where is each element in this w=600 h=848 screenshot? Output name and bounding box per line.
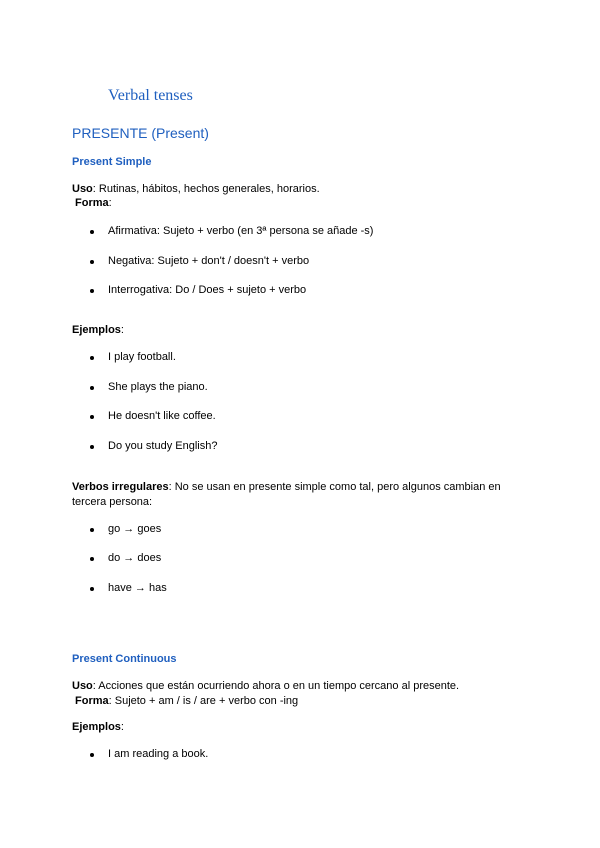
bullet-icon xyxy=(90,260,94,264)
list-item: Do you study English? xyxy=(108,440,218,452)
bullet-icon xyxy=(90,386,94,390)
bullet-icon xyxy=(90,230,94,234)
list-item: have → has xyxy=(108,582,167,594)
bullet-icon xyxy=(90,557,94,561)
bullet-icon xyxy=(90,587,94,591)
list-item: She plays the piano. xyxy=(108,381,208,393)
uso-line xyxy=(72,183,320,195)
forma-label: Forma xyxy=(75,197,109,209)
uso-label: Uso xyxy=(72,680,93,692)
list-item: He doesn't like coffee. xyxy=(108,410,216,422)
list-item: go → goes xyxy=(108,523,162,535)
bullet-icon xyxy=(90,289,94,293)
irregular-verbs-line-2: tercera persona: xyxy=(72,496,153,508)
bullet-icon xyxy=(90,753,94,757)
list-item: I play football. xyxy=(108,351,176,363)
examples-heading xyxy=(72,324,124,336)
irregular-verbs-line xyxy=(72,481,501,493)
bullet-icon xyxy=(90,415,94,419)
forma-line xyxy=(75,197,112,209)
forma-label: Forma xyxy=(75,695,109,707)
examples-label: Ejemplos xyxy=(72,324,121,336)
uso-line-continuous xyxy=(72,680,459,692)
irregular-label: Verbos irregulares xyxy=(72,481,169,493)
forma-text: : xyxy=(108,197,112,209)
document-title: Verbal tenses xyxy=(108,87,193,104)
examples-heading-continuous xyxy=(72,721,124,733)
forma-line-continuous xyxy=(75,695,298,707)
bullet-icon xyxy=(90,445,94,449)
uso-text: : Rutinas, hábitos, hechos generales, horarios. xyxy=(92,183,320,195)
list-item: do → does xyxy=(108,552,162,564)
subheading-present-simple: Present Simple xyxy=(72,156,152,168)
subheading-present-continuous: Present Continuous xyxy=(72,653,177,665)
section-heading-presente: PRESENTE (Present) xyxy=(72,125,209,141)
list-item: I am reading a book. xyxy=(108,748,209,760)
list-item: Afirmativa: Sujeto + verbo (en 3ª persona se añade -s) xyxy=(108,225,374,237)
irregular-text: : No se usan en presente simple como tal, pero algunos cambian en xyxy=(168,481,501,493)
examples-colon: : xyxy=(120,324,124,336)
uso-text: : Acciones que están ocurriendo ahora o en un tiempo cercano al presente. xyxy=(92,680,460,692)
list-item: Negativa: Sujeto + don't / doesn't + verbo xyxy=(108,255,310,267)
examples-colon: : xyxy=(120,721,124,733)
forma-text: : Sujeto + am / is / are + verbo con -ing xyxy=(108,695,299,707)
uso-label: Uso xyxy=(72,183,93,195)
examples-label: Ejemplos xyxy=(72,721,121,733)
list-item: Interrogativa: Do / Does + sujeto + verbo xyxy=(108,284,307,296)
bullet-icon xyxy=(90,528,94,532)
bullet-icon xyxy=(90,356,94,360)
